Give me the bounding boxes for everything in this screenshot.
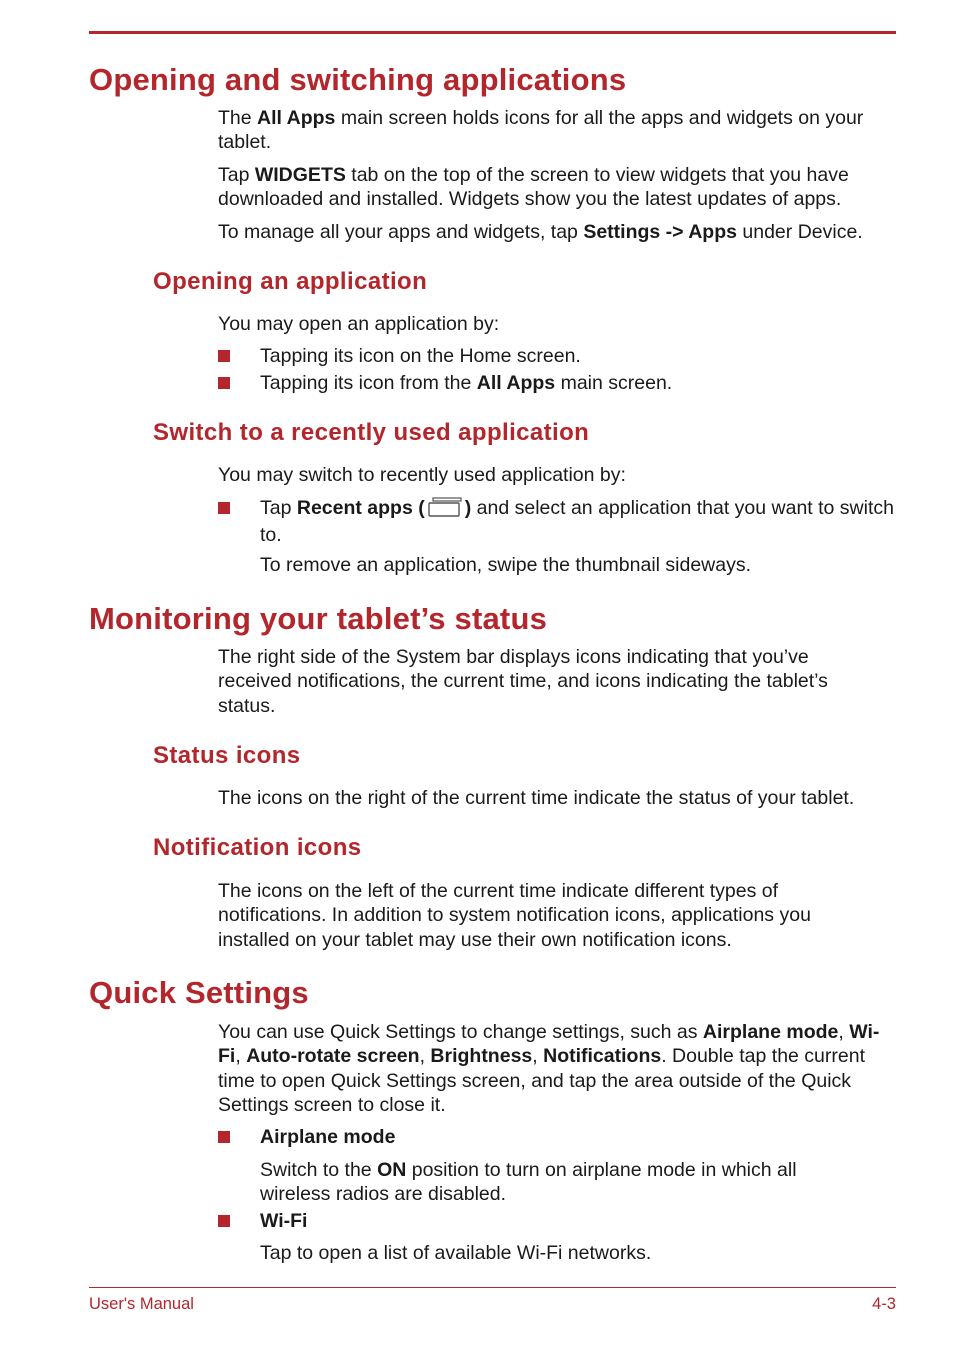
list-item-text: Switch to the ON position to turn on airplane mode in which all wireless radios are disabled. (260, 1159, 797, 1206)
square-bullet-icon (218, 502, 230, 514)
paragraph: The icons on the left of the current time indicate different types of notifications. In addition to system notification icons, applications you installed on your tablet may use their own notification icons. (218, 880, 811, 951)
footer-manual-label: User's Manual (89, 1295, 194, 1313)
paragraph: Tap WIDGETS tab on the top of the screen to view widgets that you have downloaded and installed. Widgets show you the latest updates of apps. (218, 164, 849, 211)
header-rule (89, 31, 896, 34)
recent-apps-icon (427, 497, 463, 523)
list-item-text: Tap to open a list of available Wi-Fi networks. (260, 1242, 652, 1264)
subheading-switch-recent: Switch to a recently used application (153, 419, 590, 446)
square-bullet-icon (218, 1131, 230, 1143)
list-note: To remove an application, swipe the thumbnail sideways. (260, 554, 752, 576)
list-item-title: Wi-Fi (260, 1210, 308, 1232)
paragraph: The right side of the System bar displays icons indicating that you’ve received notifications, the current time, and icons indicating the tablet’s status. (218, 646, 828, 717)
square-bullet-icon (218, 1215, 230, 1227)
paragraph: The icons on the right of the current time indicate the status of your tablet. (218, 787, 855, 809)
square-bullet-icon (218, 350, 230, 362)
section-heading-opening-switching: Opening and switching applications (89, 62, 627, 97)
paragraph: The All Apps main screen holds icons for all the apps and widgets on your tablet. (218, 107, 864, 154)
square-bullet-icon (218, 377, 230, 389)
list-item-title: Airplane mode (260, 1126, 396, 1148)
subheading-status-icons: Status icons (153, 742, 301, 769)
list-item: Tapping its icon on the Home screen. (260, 345, 581, 367)
paragraph: To manage all your apps and widgets, tap Settings -> Apps under Device. (218, 221, 863, 243)
paragraph: You may open an application by: (218, 313, 500, 335)
list-item: Tapping its icon from the All Apps main screen. (260, 372, 673, 394)
subheading-notification-icons: Notification icons (153, 834, 362, 861)
list-item: Tap Recent apps ( ) and select an application that you want to switch to. (260, 497, 894, 547)
paragraph: You can use Quick Settings to change settings, such as Airplane mode, Wi-Fi, Auto-rotate screen, Brightness, Notifications. Double tap the current time to open Quick Settings screen, and tap the area outside of the Quick Settings screen to close it. (218, 1021, 880, 1116)
section-heading-monitoring-status: Monitoring your tablet’s status (89, 601, 548, 636)
paragraph: You may switch to recently used application by: (218, 464, 626, 486)
subheading-opening-application: Opening an application (153, 268, 428, 295)
section-heading-quick-settings: Quick Settings (89, 975, 309, 1010)
page-number: 4-3 (872, 1295, 896, 1313)
footer-rule (89, 1287, 896, 1288)
